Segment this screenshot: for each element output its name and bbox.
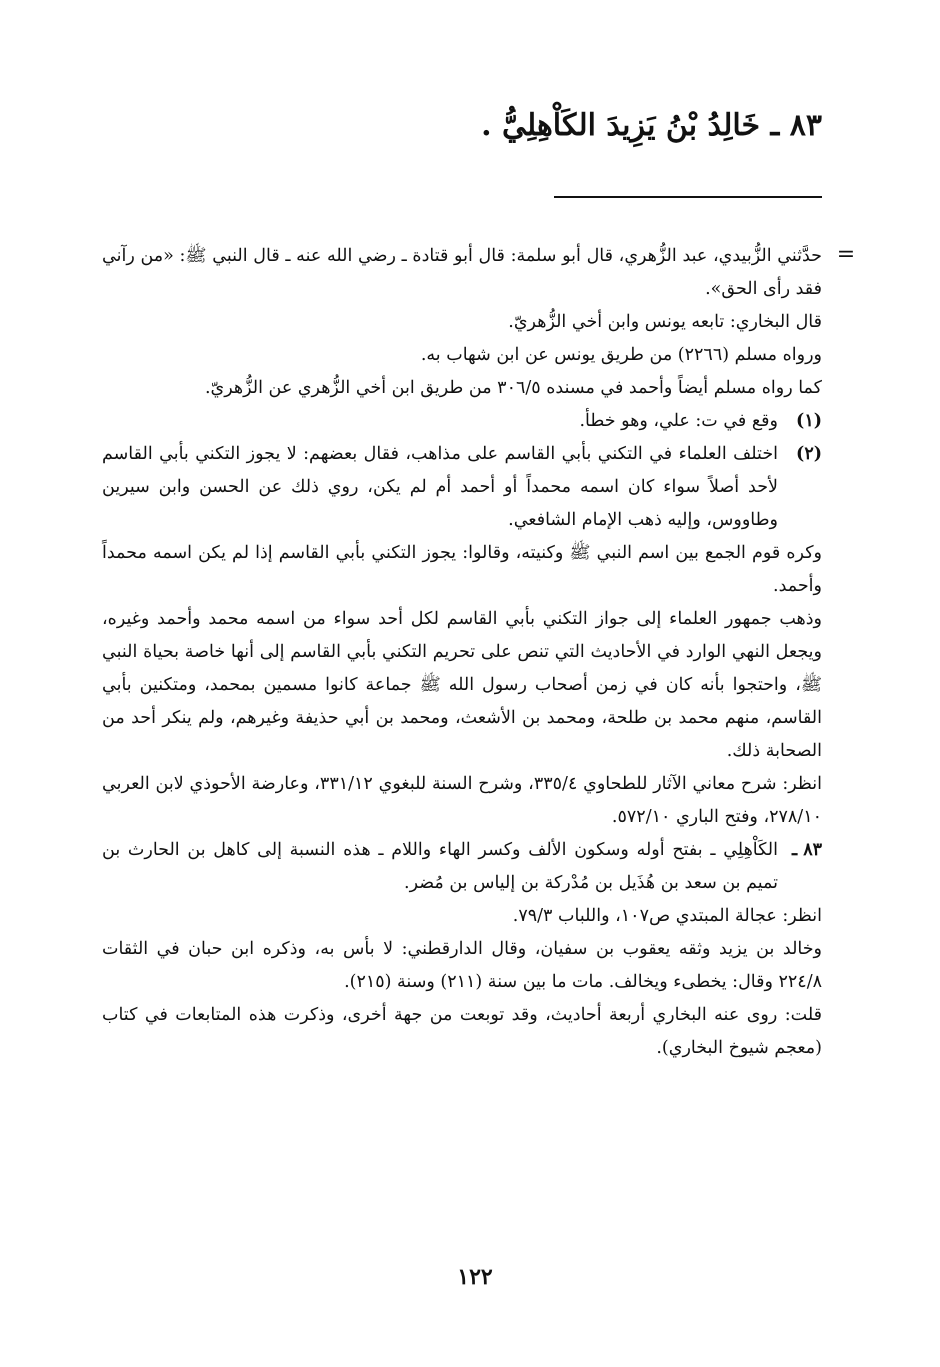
footnote-paragraph: وقع في ت: علي، وهو خطأ. <box>579 411 778 431</box>
footnote-paragraph: الكَاْهِلِي ـ بفتح أوله وسكون الألف وكسر الهاء واللام ـ هذه النسبة إلى كاهل بن الحارث بن تميم بن سعد بن هُذَيل بن مُدْركة بن إلياس بن مُضر. <box>102 840 778 893</box>
page-number: ١٢٢ <box>457 1264 493 1290</box>
title-divider <box>554 196 822 198</box>
continuation-mark: = <box>836 242 856 267</box>
footnote-number: ٨٣ ـ <box>791 840 822 860</box>
footnote-number: (١) <box>796 411 822 431</box>
footnote-paragraph: ورواه مسلم (٢٢٦٦) من طريق يونس عن ابن شهاب به. <box>420 345 822 365</box>
footnote-83 <box>102 834 822 900</box>
footnote-paragraph: وخالد بن يزيد وثقه يعقوب بن سفيان، وقال الدارقطني: لا بأس به، وذكره ابن حبان في الثقات ٢٢٤/٨ وقال: يخطىء ويخالف. مات ما بين سنة (٢١١) وسنة (٢١٥). <box>102 939 822 992</box>
footnote-paragraph: وذهب جمهور العلماء إلى جواز التكني بأبي القاسم لكل أحد سواء من اسمه محمد وأحمد وغيره، ويجعل النهي الوارد في الأحاديث التي تنص على تحريم التكني بأبي القاسم إلى أنها خاصة بحياة النبي ﷺ، واحتجوا بأنه كان في زمن أصحاب رسول الله ﷺ جماعة كانوا مسمين بمحمد، ومتكنين بأبي القاسم، منهم محمد بن طلحة، ومحمد بن الأشعث، ومحمد بن أبي حذيفة وغيرهم، ولم ينكر أحد من الصحابة ذلك. <box>102 609 822 761</box>
footnote-paragraph: كما رواه مسلم أيضاً وأحمد في مسنده ٣٠٦/٥ من طريق ابن أخي الزُّهري عن الزُّهريّ. <box>204 378 822 398</box>
entry-title: ٨٣ ـ خَالِدُ بْنُ يَزِيدَ الكَاْهِلِيُّ . <box>481 108 822 143</box>
footnote-body <box>102 438 778 537</box>
footnote-paragraph: انظر: شرح معاني الآثار للطحاوي ٣٣٥/٤، وشرح السنة للبغوي ٣٣١/١٢، وعارضة الأحوذي لابن العربي ٢٧٨/١٠، وفتح الباري ٥٧٢/١٠. <box>102 774 822 827</box>
footnote-paragraph: انظر: عجالة المبتدي ص١٠٧، واللباب ٧٩/٣. <box>512 906 822 926</box>
footnote-paragraph: قلت: روى عنه البخاري أربعة أحاديث، وقد توبعت من جهة أخرى، وذكرت هذه المتابعات في كتاب (معجم شيوخ البخاري). <box>102 1005 822 1058</box>
footnote-2 <box>102 438 822 537</box>
footnote-1 <box>102 405 822 438</box>
footnotes <box>102 240 822 1065</box>
footnote-body <box>102 834 778 900</box>
footnote-body <box>102 405 778 438</box>
footnote-paragraph: اختلف العلماء في التكني بأبي القاسم على مذاهب، فقال بعضهم: لا يجوز التكني بأبي القاسم لأحد أصلاً سواء كان اسمه محمداً أو أحمد أم لم يكن، روي ذلك عن الحسن وابن سيرين وطاووس، وإليه ذهب الإمام الشافعي. <box>102 444 778 530</box>
continued-footnote <box>102 240 822 405</box>
footnote-paragraph: قال البخاري: تابعه يونس وابن أخي الزُّهريّ. <box>508 312 822 332</box>
footnote-paragraph: حدَّثني الزُّبيدي، عبد الزُّهري، قال أبو سلمة: قال أبو قتادة ـ رضي الله عنه ـ قال النبي ﷺ: «من رآني فقد رأى الحق». <box>102 246 822 299</box>
footnote-paragraph: وكره قوم الجمع بين اسم النبي ﷺ وكنيته، وقالوا: يجوز التكني بأبي القاسم إذا لم يكن اسمه محمداً وأحمد. <box>102 543 822 596</box>
footnote-number: (٢) <box>796 444 822 464</box>
